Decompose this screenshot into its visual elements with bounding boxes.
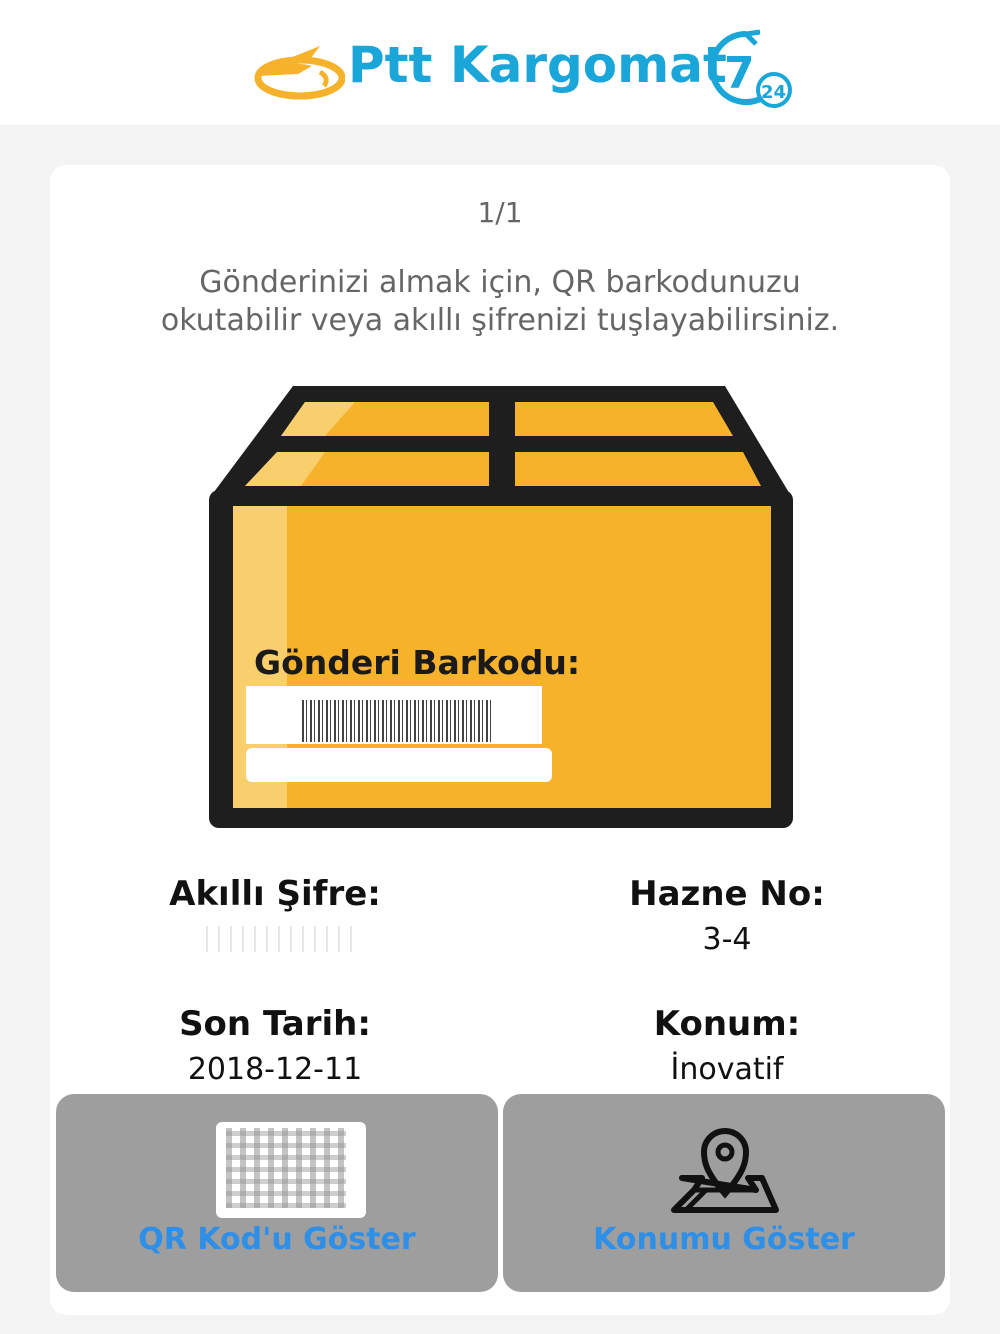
show-qr-button[interactable] xyxy=(56,1094,498,1292)
show-qr-label: QR Kod'u Göster xyxy=(138,1222,416,1257)
instruction-line-2: okutabilir veya akıllı şifrenizi tuşlayabilirsiniz. xyxy=(160,303,840,338)
logo-badge: 7 xyxy=(724,48,755,99)
shipment-barcode-label: Gönderi Barkodu: xyxy=(254,643,581,682)
pickup-instruction xyxy=(100,264,900,340)
page-counter: 1/1 xyxy=(477,196,523,229)
barcode-image xyxy=(302,700,492,742)
brand-name: Ptt Kargomat xyxy=(348,36,727,94)
compartment-value: 3-4 xyxy=(702,922,752,957)
app-header xyxy=(0,0,1000,125)
smart-password-label: Akıllı Şifre: xyxy=(169,874,381,914)
barcode-number-redacted xyxy=(246,748,552,782)
qr-pattern xyxy=(226,1128,346,1208)
show-location-label: Konumu Göster xyxy=(593,1222,855,1257)
location-value: İnovatif xyxy=(670,1052,784,1087)
logo-badge-sub: 24 xyxy=(761,82,787,103)
show-location-button[interactable] xyxy=(503,1094,945,1292)
instruction-line-1: Gönderinizi almak için, QR barkodunuzu xyxy=(199,265,801,300)
smart-password-redacted xyxy=(196,926,356,952)
deadline-label: Son Tarih: xyxy=(179,1004,371,1044)
ptt-kargomat-logo xyxy=(250,22,810,112)
ptt-bird-logo-icon xyxy=(250,36,345,106)
compartment-label: Hazne No: xyxy=(629,874,825,914)
location-label: Konum: xyxy=(653,1004,801,1044)
deadline-value: 2018-12-11 xyxy=(187,1052,363,1087)
clock-7-24-icon xyxy=(702,28,794,110)
map-pin-icon xyxy=(666,1128,784,1216)
